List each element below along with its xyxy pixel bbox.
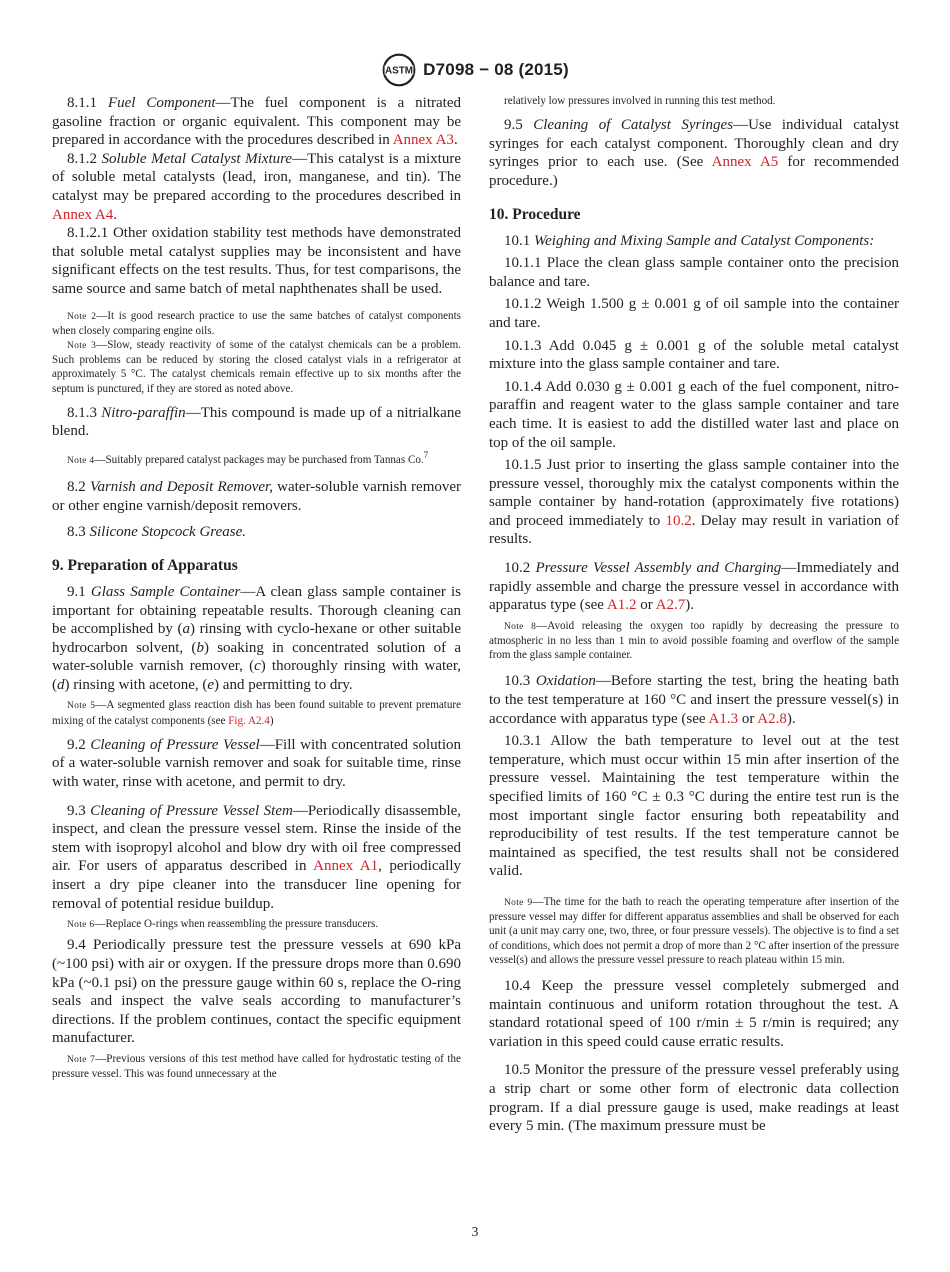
a1-2-link[interactable]: A1.2 bbox=[606, 597, 637, 614]
paragraph-10-1-5: 10.1.5 Just prior to inserting the glass sample container into the pressure vessel, thoroughly mix the catalyst components within the sample container by hand-rotation (approximately five rotations) and proceed immediately to 10.2. Delay may result in variation of results. bbox=[489, 457, 900, 548]
annex-a3-link[interactable]: Annex A3 bbox=[392, 132, 454, 149]
paragraph-9-5: 9.5 Cleaning of Catalyst Syringes—Use individual catalyst syringes for each catalyst component. Thoroughly clean and dry syringes prior to each use. (See Annex A5 for recommended procedure.) bbox=[489, 117, 900, 189]
paragraph-9-1: 9.1 Glass Sample Container—A clean glass sample container is important for obtaining repeatable results. Thorough cleaning can be accomplished by (a) rinsing with cyclo-hexane or other suitable hydrocarbon solvent, (b) soaking in concentrated solution of a water-soluble varnish remover, (c) thoroughly rinsing with water, (d) rinsing with acetone, (e) and permitting to dry. bbox=[52, 583, 462, 693]
page-number: 3 bbox=[471, 1224, 479, 1239]
left-column bbox=[52, 94, 461, 1081]
fig-a2-4-link[interactable]: Fig. A2.4 bbox=[228, 714, 270, 727]
paragraph-10-1-3: 10.1.3 Add 0.045 g ± 0.001 g of the soluble metal catalyst mixture into the glass sample container and tare. bbox=[489, 337, 899, 373]
paragraph-10-1-1: 10.1.1 Place the clean glass sample container onto the precision balance and tare. bbox=[489, 255, 900, 290]
paragraph-10-3: 10.3 Oxidation—Before starting the test, bring the heating bath to the test temperature at 160 °C and insert the pressure vessel(s) in accordance with apparatus type (see A1.3 or A2.8). bbox=[489, 673, 900, 727]
a1-3-link[interactable]: A1.3 bbox=[708, 710, 739, 727]
section-10-2-link[interactable]: 10.2 bbox=[665, 512, 692, 529]
note-9: Note 9—The time for the bath to reach the operating temperature after insertion of the pressure vessel may differ for different apparatus assemblies and shall be observed for each unit (a unit may carry one, two, three, or four pressure vessels). The objective is to find a set of conditions, which does not permit a drop of more than 2 °C after insertion of the pressure vessel(s) and allows the pressure vessel pressure to reach plateau within 15 min. bbox=[489, 896, 899, 966]
note-4: Note 4—Suitably prepared catalyst packages may be purchased from Tannas Co.$^7$ bbox=[67, 449, 429, 466]
document-id: D7098 − 08 (2015) bbox=[423, 60, 569, 79]
paragraph-10-1-2: 10.1.2 Weigh 1.500 g ± 0.001 g of oil sample into the container and tare. bbox=[489, 296, 900, 331]
note-8: Note 8—Avoid releasing the oxygen too rapidly by decreasing the pressure to atmospheric in no less than 1 min to avoid possible foaming and overflow of the sample from the glass sample container. bbox=[489, 619, 899, 662]
right-column bbox=[489, 94, 899, 1136]
section-10-heading: 10. Procedure bbox=[489, 205, 581, 223]
paragraph-8-1-1: 8.1.1 Fuel Component—The fuel component is a nitrated gasoline fraction or organic equivalent. This component may be prepared in accordance with the procedures described in Annex A3. bbox=[52, 95, 461, 149]
paragraph-10-5: 10.5 Monitor the pressure of the pressure vessel preferably using a strip chart or some other form of electronic data collection program. If a dial pressure gauge is used, make readings at least every 5 min. (The maximum pressure must be bbox=[489, 1062, 900, 1135]
svg-text:ASTM: ASTM bbox=[385, 65, 414, 77]
paragraph-9-3: 9.3 Cleaning of Pressure Vessel Stem—Periodically disassemble, inspect, and clean the pressure vessel stem. Rinse the inside of the stem with isopropyl alcohol and blow dry with oil free compressed air. For users of apparatus described in Annex A1, periodically insert a dry pipe cleaner into the transducer line opening for removal of potential residue buildup. bbox=[52, 802, 462, 912]
note-7-continued: relatively low pressures involved in running this test method. bbox=[504, 95, 776, 107]
paragraph-10-4: 10.4 Keep the pressure vessel completely submerged and maintain continuous and uniform rotation throughout the test. A standard rotational speed of 100 r/min ± 5 r/min is required; any variation in this speed could cause erratic results. bbox=[489, 978, 899, 1050]
a2-8-link[interactable]: A2.8 bbox=[757, 710, 787, 727]
annex-a1-link[interactable]: Annex A1 bbox=[313, 858, 379, 875]
paragraph-8-1-3: 8.1.3 Nitro-paraffin—This compound is made up of a nitrialkane blend. bbox=[52, 404, 461, 440]
note-5: Note 5—A segmented glass reaction dish has been found suitable to prevent premature mixing of the catalyst components (see Fig. A2.4) bbox=[52, 699, 461, 727]
page-header bbox=[0, 52, 950, 93]
paragraph-10-2: 10.2 Pressure Vessel Assembly and Charging—Immediately and rapidly assemble and charge the pressure vessel in accordance with apparatus type (see A1.2 or A2.7). bbox=[489, 560, 899, 614]
paragraph-10-1-4: 10.1.4 Add 0.030 g ± 0.001 g each of the fuel component, nitro-paraffin and reagent water to the glass sample container and tare each time. It is easiest to add the distilled water last and place on top of the oil sample. bbox=[489, 378, 899, 451]
section-9-heading: 9. Preparation of Apparatus bbox=[52, 556, 238, 574]
note-3: Note 3—Slow, steady reactivity of some of the catalyst chemicals can be a problem. Such problems can be reduced by storing the closed catalyst vials in a refrigerator at approximately 5 °C. The catalyst chemicals remain effective up to six months after the septum is punctured, if they are stored as noted above. bbox=[52, 338, 461, 395]
paragraph-8-3: 8.3 Silicone Stopcock Grease. bbox=[67, 524, 246, 541]
annex-a4-link[interactable]: Annex A4 bbox=[52, 206, 114, 223]
astm-logo-icon bbox=[381, 52, 417, 88]
paragraph-9-4: 9.4 Periodically pressure test the pressure vessels at 690 kPa (~100 psi) with air or oxygen. If the pressure drops more than 0.690 kPa (~0.1 psi) on the pressure gauge within 60 s, replace the O-ring seals and inspect the valve seals according to manufacturer’s directions. If the problem continues, contact the specific equipment manufacturer. bbox=[52, 937, 462, 1047]
paragraph-8-1-2: 8.1.2 Soluble Metal Catalyst Mixture—This catalyst is a mixture of soluble metal catalysts (lead, iron, manganese, and tin). The catalyst may be prepared according to the procedures described in Annex A4. bbox=[52, 150, 461, 223]
a2-7-link[interactable]: A2.7 bbox=[655, 597, 686, 614]
note-2: Note 2—It is good research practice to use the same batches of catalyst components when closely comparing engine oils. bbox=[52, 309, 461, 337]
paragraph-10-1: 10.1 Weighing and Mixing Sample and Catalyst Components: bbox=[504, 232, 875, 249]
paragraph-8-1-2-1: 8.1.2.1 Other oxidation stability test methods have demonstrated that soluble metal catalyst supplies may be inconsistent and have significant effects on the test results. Thus, for test comparisons, the same source and same batch of metal naphthenates shall be used. bbox=[52, 225, 461, 297]
paragraph-8-2: 8.2 Varnish and Deposit Remover, water-soluble varnish remover or other engine varnish/deposit removers. bbox=[52, 479, 462, 514]
paragraph-9-2: 9.2 Cleaning of Pressure Vessel—Fill with concentrated solution of a water-soluble varnish remover and soak for suitable time, rinse with water, rinse with acetone, and permit to dry. bbox=[52, 736, 461, 791]
note-6: Note 6—Replace O-rings when reassembling the pressure transducers. bbox=[67, 918, 379, 931]
paragraph-10-3-1: 10.3.1 Allow the bath temperature to level out at the test temperature, which must occur within 15 min after insertion of the pressure vessel. Maintaining the test temperature within the specified limits of 160 °C ± 0.3 °C during the entire test run is the most important single factor ensuring both repeatability and reproducibility of test results. If the test temperature cannot be maintained as specified, the test results shall not be considered valid. bbox=[489, 733, 899, 880]
note-7: Note 7—Previous versions of this test method have called for hydrostatic testing of the pressure vessel. This was found unnecessary at the bbox=[52, 1053, 461, 1081]
annex-a5-link[interactable]: Annex A5 bbox=[711, 154, 779, 171]
